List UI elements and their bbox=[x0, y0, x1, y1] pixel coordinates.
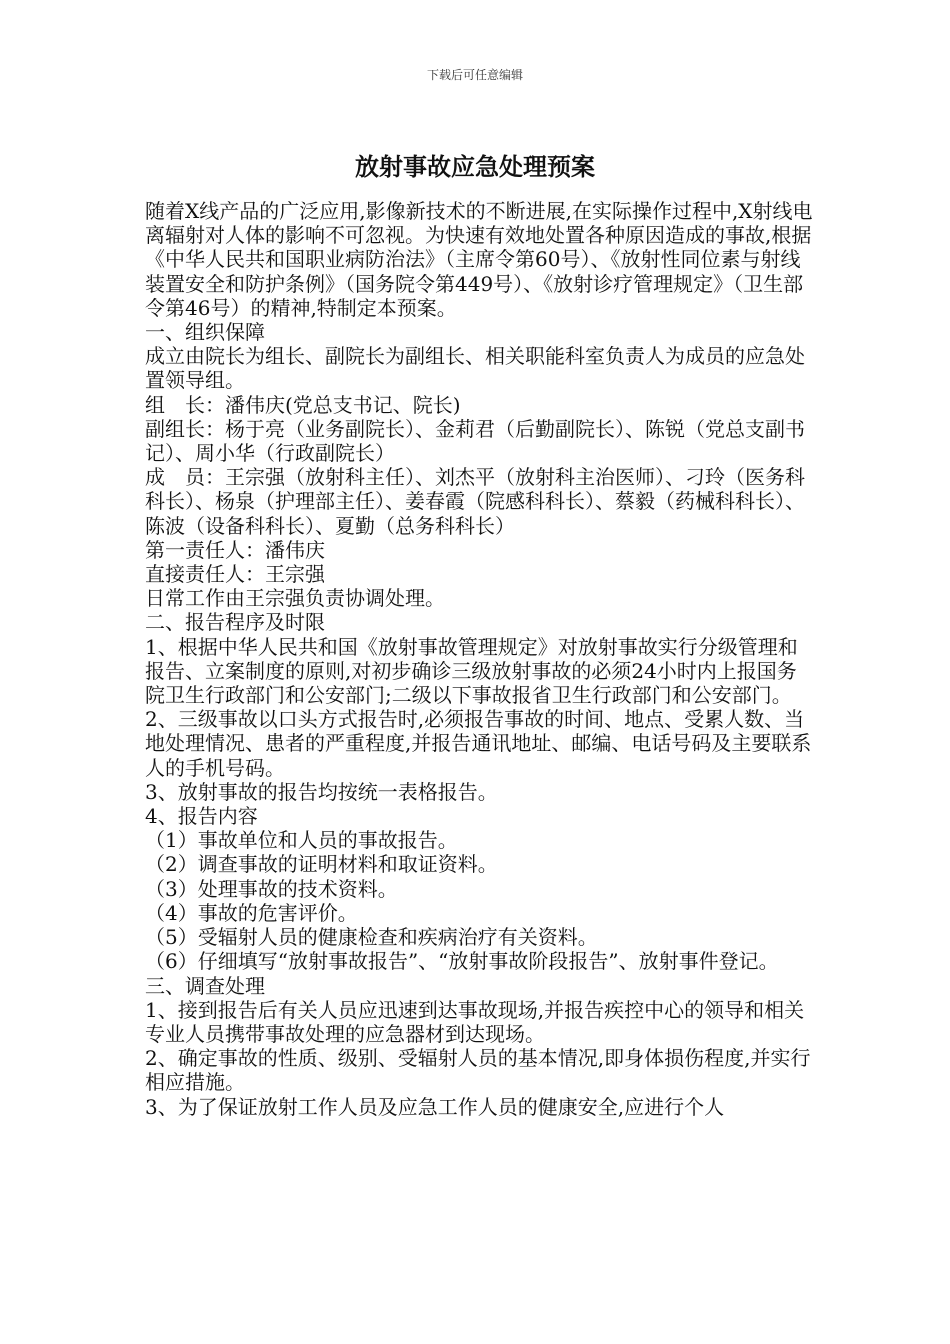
paragraph: 1、根据中华人民共和国《放射事故管理规定》对放射事故实行分级管理和报告、立案制度的原则,对初步确诊三级放射事故的必须24小时内上报国务院卫生行政部门和公安部门;二级以下事故报省卫生行政部门和公安部门。 bbox=[145, 634, 798, 708]
paragraph: 直接责任人：王宗强 bbox=[145, 562, 325, 587]
paragraph: 二、报告程序及时限 bbox=[145, 610, 325, 635]
paragraph: 组 长：潘伟庆(党总支书记、院长) bbox=[145, 392, 461, 417]
paragraph: 一、组织保障 bbox=[145, 320, 265, 345]
page-header: 下载后可任意编辑 bbox=[426, 68, 523, 82]
paragraph: （2）调查事故的证明材料和取证资料。 bbox=[145, 852, 498, 877]
document-title: 放射事故应急处理预案 bbox=[355, 152, 595, 181]
paragraph: 成 员：王宗强（放射科主任）、刘杰平（放射科主治医师）、刁玲（医务科科长）、杨泉（护理部主任）、姜春霞（院感科科长）、蔡毅（药械科科长）、陈波（设备科科长）、夏勤（总务科科长） bbox=[145, 465, 805, 538]
paragraph: （3）处理事故的技术资料。 bbox=[145, 876, 398, 901]
paragraph: 2、确定事故的性质、级别、受辐射人员的基本情况,即身体损伤程度,并实行相应措施。 bbox=[145, 1046, 811, 1095]
paragraph: （6）仔细填写“放射事故报告”、“放射事故阶段报告”、放射事件登记。 bbox=[145, 949, 779, 974]
paragraph: 3、为了保证放射工作人员及应急工作人员的健康安全,应进行个人 bbox=[145, 1094, 725, 1119]
paragraph: 成立由院长为组长、副院长为副组长、相关职能科室负责人为成员的应急处置领导组。 bbox=[145, 344, 805, 393]
paragraph: 1、接到报告后有关人员应迅速到达事故现场,并报告疾控中心的领导和相关专业人员携带事故处理的应急器材到达现场。 bbox=[145, 997, 805, 1046]
paragraph: （4）事故的危害评价。 bbox=[145, 900, 358, 925]
document-body bbox=[145, 199, 815, 1119]
paragraph: 第一责任人：潘伟庆 bbox=[145, 537, 325, 562]
paragraph: （1）事故单位和人员的事故报告。 bbox=[145, 828, 458, 853]
paragraph: 4、报告内容 bbox=[145, 804, 258, 829]
paragraph: 3、放射事故的报告均按统一表格报告。 bbox=[145, 779, 498, 804]
paragraph: （5）受辐射人员的健康检查和疾病治疗有关资料。 bbox=[145, 925, 598, 950]
paragraph: 随着X线产品的广泛应用,影像新技术的不断进展,在实际操作过程中,X射线电离辐射对人体的影响不可忽视。为快速有效地处置各种原因造成的事故,根据《中华人民共和国职业病防治法》（主席令第60号）、《放射性同位素与射线装置安全和防护条例》（国务院令第449号）、《放射诊疗管理规定》（卫生部令第46号）的精神,特制定本预案。 bbox=[145, 199, 813, 320]
paragraph: 三、调查处理 bbox=[145, 973, 265, 998]
paragraph: 副组长：杨于亮（业务副院长）、金莉君（后勤副院长）、陈锐（党总支副书记）、周小华（行政副院长） bbox=[145, 416, 805, 466]
paragraph: 2、三级事故以口头方式报告时,必须报告事故的时间、地点、受累人数、当地处理情况、患者的严重程度,并报告通讯地址、邮编、电话号码及主要联系人的手机号码。 bbox=[145, 707, 812, 780]
paragraph: 日常工作由王宗强负责协调处理。 bbox=[145, 586, 445, 611]
